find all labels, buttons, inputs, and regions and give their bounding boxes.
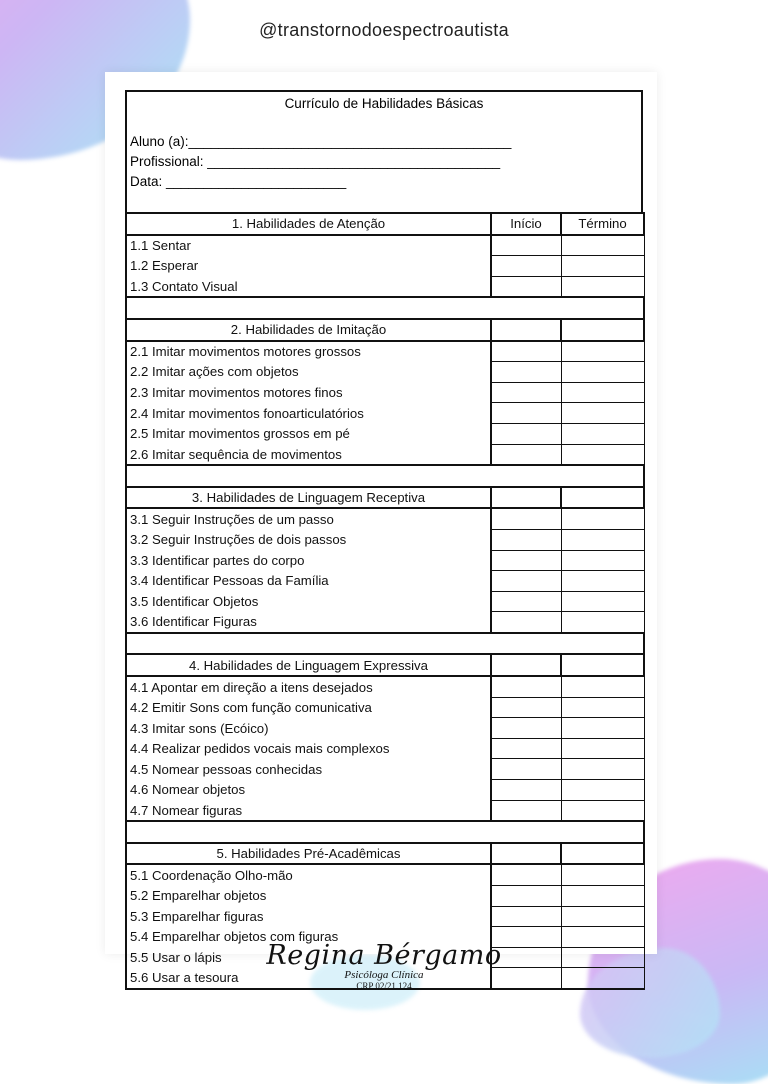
- skill-label: 1.3 Contato Visual: [126, 276, 491, 297]
- skill-row: [126, 382, 644, 403]
- inicio-cell[interactable]: [491, 718, 561, 739]
- section-header: [126, 843, 644, 865]
- skill-row: [126, 612, 644, 633]
- skill-label: 1.1 Sentar: [126, 235, 491, 256]
- inicio-cell[interactable]: [491, 800, 561, 821]
- termino-cell[interactable]: [561, 864, 644, 885]
- termino-cell[interactable]: [561, 508, 644, 529]
- section-header: [126, 319, 644, 341]
- form-title: Currículo de Habilidades Básicas: [284, 96, 484, 111]
- skill-row: [126, 403, 644, 424]
- skill-label: 4.3 Imitar sons (Ecóico): [126, 718, 491, 739]
- inicio-cell[interactable]: [491, 382, 561, 403]
- termino-cell[interactable]: [561, 444, 644, 465]
- skill-row: [126, 800, 644, 821]
- inicio-cell[interactable]: [491, 591, 561, 612]
- inicio-cell[interactable]: [491, 276, 561, 297]
- skill-row: [126, 235, 644, 256]
- section-title: 4. Habilidades de Linguagem Expressiva: [126, 654, 491, 676]
- termino-cell[interactable]: [561, 759, 644, 780]
- skill-label: 5.4 Emparelhar objetos com figuras: [126, 927, 491, 948]
- skill-label: 5.2 Emparelhar objetos: [126, 886, 491, 907]
- column-termino-header: [561, 654, 644, 676]
- skill-label: 2.6 Imitar sequência de movimentos: [126, 444, 491, 465]
- aluno-field: Aluno (a):___________________________________________: [130, 134, 512, 149]
- inicio-cell[interactable]: [491, 612, 561, 633]
- skill-label: 4.2 Emitir Sons com função comunicativa: [126, 697, 491, 718]
- skill-row: [126, 256, 644, 277]
- signature-name: Regina Bérgamo: [266, 940, 502, 971]
- signature-role: Psicóloga Clínica: [344, 969, 424, 981]
- inicio-cell[interactable]: [491, 780, 561, 801]
- termino-cell[interactable]: [561, 780, 644, 801]
- inicio-cell[interactable]: [491, 235, 561, 256]
- termino-cell[interactable]: [561, 235, 644, 256]
- skill-row: [126, 738, 644, 759]
- inicio-cell[interactable]: [491, 738, 561, 759]
- skill-row: [126, 886, 644, 907]
- spacer-cell: [126, 297, 644, 319]
- termino-cell[interactable]: [561, 256, 644, 277]
- skill-row: [126, 906, 644, 927]
- skill-label: 3.4 Identificar Pessoas da Família: [126, 571, 491, 592]
- skill-row: [126, 444, 644, 465]
- profissional-field: Profissional: _______________________________________: [130, 154, 501, 169]
- skill-label: 5.6 Usar a tesoura: [126, 968, 491, 989]
- signature-crp: CRP 02/21.124: [356, 981, 412, 991]
- skill-row: [126, 697, 644, 718]
- skill-label: 2.3 Imitar movimentos motores finos: [126, 382, 491, 403]
- column-inicio-header: Início: [491, 213, 561, 235]
- skill-label: 2.1 Imitar movimentos motores grossos: [126, 341, 491, 362]
- skill-label: 3.5 Identificar Objetos: [126, 591, 491, 612]
- inicio-cell[interactable]: [491, 403, 561, 424]
- section-spacer: [126, 465, 644, 487]
- skill-row: [126, 676, 644, 697]
- skill-label: 1.2 Esperar: [126, 256, 491, 277]
- skill-row: [126, 362, 644, 383]
- skill-row: [126, 508, 644, 529]
- inicio-cell[interactable]: [491, 864, 561, 885]
- termino-cell[interactable]: [561, 906, 644, 927]
- termino-cell[interactable]: [561, 341, 644, 362]
- termino-cell[interactable]: [561, 571, 644, 592]
- skill-row: [126, 341, 644, 362]
- section-title: 3. Habilidades de Linguagem Receptiva: [126, 487, 491, 509]
- skill-row: [126, 591, 644, 612]
- inicio-cell[interactable]: [491, 676, 561, 697]
- signature-block: [0, 940, 768, 991]
- section-title: 1. Habilidades de Atenção: [126, 213, 491, 235]
- data-field: Data: ________________________: [130, 174, 347, 189]
- column-inicio-header: [491, 654, 561, 676]
- inicio-cell[interactable]: [491, 571, 561, 592]
- skill-row: [126, 864, 644, 885]
- inicio-cell[interactable]: [491, 362, 561, 383]
- skill-row: [126, 759, 644, 780]
- section-title: 2. Habilidades de Imitação: [126, 319, 491, 341]
- skill-label: 4.7 Nomear figuras: [126, 800, 491, 821]
- inicio-cell[interactable]: [491, 759, 561, 780]
- inicio-cell[interactable]: [491, 423, 561, 444]
- skill-row: [126, 780, 644, 801]
- skill-row: [126, 550, 644, 571]
- inicio-cell[interactable]: [491, 341, 561, 362]
- skill-label: 2.4 Imitar movimentos fonoarticulatórios: [126, 403, 491, 424]
- termino-cell[interactable]: [561, 423, 644, 444]
- inicio-cell[interactable]: [491, 886, 561, 907]
- column-inicio-header: [491, 843, 561, 865]
- column-termino-header: [561, 843, 644, 865]
- termino-cell[interactable]: [561, 612, 644, 633]
- section-header: [126, 654, 644, 676]
- section-spacer: [126, 633, 644, 655]
- skill-label: 3.3 Identificar partes do corpo: [126, 550, 491, 571]
- skill-row: [126, 571, 644, 592]
- column-termino-header: [561, 487, 644, 509]
- termino-cell[interactable]: [561, 550, 644, 571]
- inicio-cell[interactable]: [491, 550, 561, 571]
- column-termino-header: Término: [561, 213, 644, 235]
- skill-row: [126, 718, 644, 739]
- skill-row: [126, 529, 644, 550]
- inicio-cell[interactable]: [491, 906, 561, 927]
- skills-table: [125, 212, 645, 990]
- termino-cell[interactable]: [561, 529, 644, 550]
- inicio-cell[interactable]: [491, 444, 561, 465]
- form-header: [125, 90, 643, 212]
- inicio-cell[interactable]: [491, 529, 561, 550]
- skill-label: 3.1 Seguir Instruções de um passo: [126, 508, 491, 529]
- section-spacer: [126, 821, 644, 843]
- section-header: [126, 213, 644, 235]
- inicio-cell[interactable]: [491, 256, 561, 277]
- spacer-cell: [126, 821, 644, 843]
- termino-cell[interactable]: [561, 697, 644, 718]
- termino-cell[interactable]: [561, 886, 644, 907]
- termino-cell[interactable]: [561, 591, 644, 612]
- spacer-cell: [126, 633, 644, 655]
- skill-label: 2.5 Imitar movimentos grossos em pé: [126, 423, 491, 444]
- social-handle: @transtornodoespectroautista: [259, 20, 509, 40]
- termino-cell[interactable]: [561, 718, 644, 739]
- curriculum-form: [125, 90, 643, 990]
- inicio-cell[interactable]: [491, 508, 561, 529]
- termino-cell[interactable]: [561, 676, 644, 697]
- termino-cell[interactable]: [561, 403, 644, 424]
- termino-cell[interactable]: [561, 362, 644, 383]
- section-title: 5. Habilidades Pré-Acadêmicas: [126, 843, 491, 865]
- section-header: [126, 487, 644, 509]
- termino-cell[interactable]: [561, 738, 644, 759]
- section-spacer: [126, 297, 644, 319]
- termino-cell[interactable]: [561, 382, 644, 403]
- inicio-cell[interactable]: [491, 697, 561, 718]
- skill-label: 3.2 Seguir Instruções de dois passos: [126, 529, 491, 550]
- column-inicio-header: [491, 319, 561, 341]
- termino-cell[interactable]: [561, 800, 644, 821]
- skill-label: 3.6 Identificar Figuras: [126, 612, 491, 633]
- spacer-cell: [126, 465, 644, 487]
- column-termino-header: [561, 319, 644, 341]
- skill-row: [126, 423, 644, 444]
- column-inicio-header: [491, 487, 561, 509]
- skill-row: [126, 276, 644, 297]
- skill-label: 2.2 Imitar ações com objetos: [126, 362, 491, 383]
- termino-cell[interactable]: [561, 276, 644, 297]
- skill-label: 4.4 Realizar pedidos vocais mais complexos: [126, 738, 491, 759]
- skill-label: 5.1 Coordenação Olho-mão: [126, 864, 491, 885]
- skill-label: 4.5 Nomear pessoas conhecidas: [126, 759, 491, 780]
- skill-label: 4.6 Nomear objetos: [126, 780, 491, 801]
- skill-label: 5.5 Usar o lápis: [126, 947, 491, 968]
- skill-label: 4.1 Apontar em direção a itens desejados: [126, 676, 491, 697]
- skill-label: 5.3 Emparelhar figuras: [126, 906, 491, 927]
